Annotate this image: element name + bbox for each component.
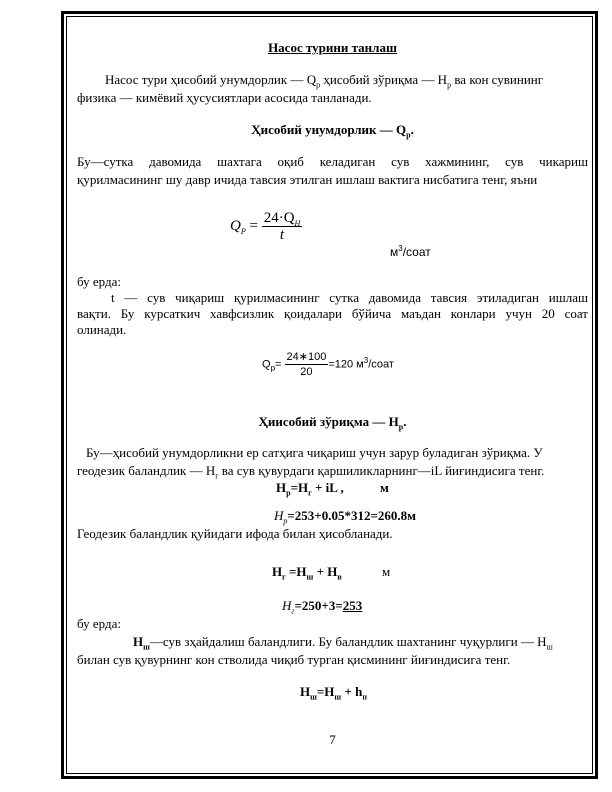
formula-geodetic-result: $H_г=250+3=253$ (282, 598, 363, 616)
para1-line-2: қурилмасининг шу давр ичида тавсия этилган ишлаш вактига нисбатига тенг, яъни (77, 172, 538, 187)
para1-line-1: Бу—сутка давомида шахтага оқиб келадиган сув хажмининг, сув чикариш (77, 154, 588, 169)
para5-line-1: $Н_ш—сув$ зҳайдалиш баландлиги. Бу баландлик шахтанинг чуқурлиги — $Н_ш$ (133, 634, 553, 652)
where-label-1: бу ерда: (77, 274, 121, 289)
para2-line-2: вақти. Бу курсаткич хавфсизлик қоидалари бўйича маъдан конлари учун 20 соат (77, 306, 588, 321)
page-number: 7 (329, 732, 336, 747)
para3-line-1: Бу—ҳисобий унумдорликни ер сатҳига чиқариш учун зарур буладиган зўриқма. У (86, 445, 543, 460)
formula-geodetic: $Н_г =Н_ш + Н_в$ (272, 564, 342, 582)
para3-line-2: геодезик баландлик — $Н_г$ ва сув қувурдаги қаршиликларнинг—iL йиғиндисига тенг. (77, 463, 545, 481)
para2-line-3: олинади. (77, 322, 127, 337)
formula-head-unit: м (380, 480, 389, 495)
formula-capacity-unit: $м^3$/соат (390, 244, 431, 259)
formula-head-result: $H_p=253+0.05*312=260.8м$ (274, 508, 416, 526)
heading-design-capacity: Ҳисобий унумдорлик — $Q_р$. (251, 122, 414, 140)
formula-head: $Н_р=Н_г$ + iL , (276, 480, 344, 498)
para2-line-1: t — сув чиқариш қурилмасининг сутка давомида тавсия этиладиган ишлаш (111, 290, 588, 305)
formula-capacity: $Q_P$ = $\frac{24\cdot Q_H}{t}$ (230, 210, 301, 243)
intro-line-1: Насос тури ҳисобий унумдорлик — $Q_р$ ҳисобий зўриқма — $Н_р$ ва кон сувининг (105, 72, 544, 90)
formula-geodetic-unit: м (382, 564, 391, 579)
where-label-2: бу ерда: (77, 616, 121, 631)
para4: Геодезик баландлик қуйидаги ифода билан ҳисобланади. (77, 526, 393, 541)
section-title: Насос турини танлаш (268, 40, 397, 55)
heading-design-head: Ҳиисобий зўриқма — $Н_р$. (258, 414, 407, 432)
para5-line-2: билан сув қувурнинг кон стволида чиқиб турган қисмининг йиғиндисига тенг. (77, 652, 511, 667)
formula-pumping-height: $Н_ш=Н_ш + h_п$ (300, 684, 367, 702)
intro-line-2: физика — кимёвий ҳусусиятлари асосида танланади. (77, 90, 372, 105)
formula-capacity-result: $Q_р=$ $\frac{24∗100}{20}$ =120 $м^3$/соат (262, 351, 394, 378)
